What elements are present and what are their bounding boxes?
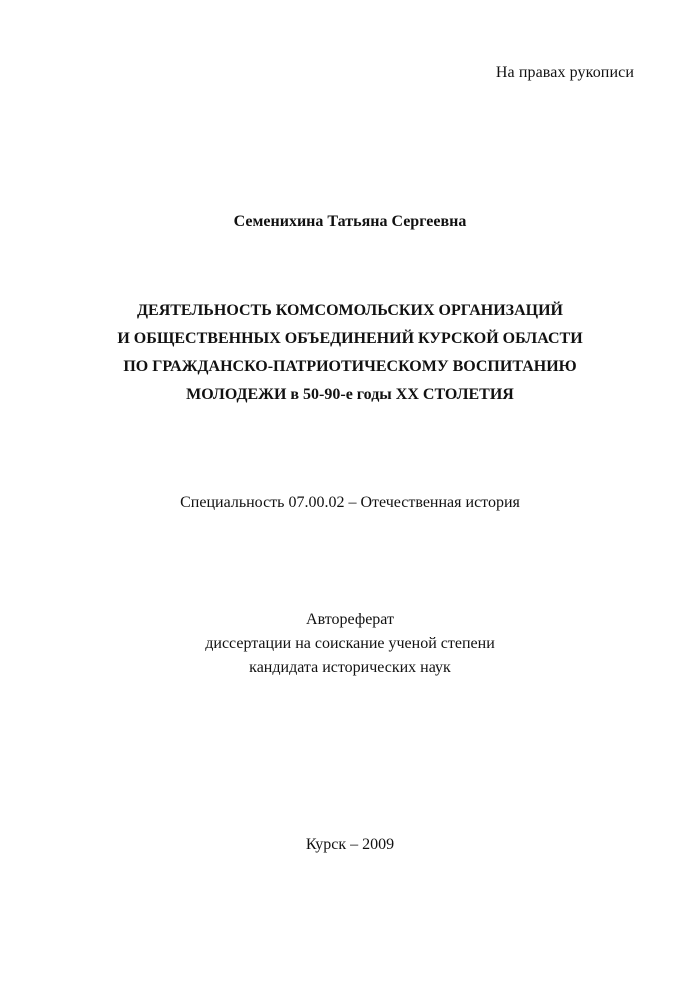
abstract-line: диссертации на соискание ученой степени xyxy=(205,635,495,652)
specialty: Специальность 07.00.02 – Отечественная история xyxy=(180,494,520,511)
rights-note: На правах рукописи xyxy=(495,64,634,81)
abstract-description xyxy=(0,608,700,680)
title-line: ДЕЯТЕЛЬНОСТЬ КОМСОМОЛЬСКИХ ОРГАНИЗАЦИЙ xyxy=(137,302,563,319)
title-line: МОЛОДЕЖИ в 50-90-е годы XX СТОЛЕТИЯ xyxy=(186,386,514,403)
title-line: И ОБЩЕСТВЕННЫХ ОБЪЕДИНЕНИЙ КУРСКОЙ ОБЛАСТИ xyxy=(117,330,583,347)
title-line: ПО ГРАЖДАНСКО-ПАТРИОТИЧЕСКОМУ ВОСПИТАНИЮ xyxy=(123,358,577,375)
abstract-line: Автореферат xyxy=(306,611,394,628)
author-name: Семенихина Татьяна Сергеевна xyxy=(233,213,467,230)
abstract-line: кандидата исторических наук xyxy=(249,659,451,676)
city-year: Курск – 2009 xyxy=(305,836,395,853)
dissertation-title xyxy=(0,297,700,409)
